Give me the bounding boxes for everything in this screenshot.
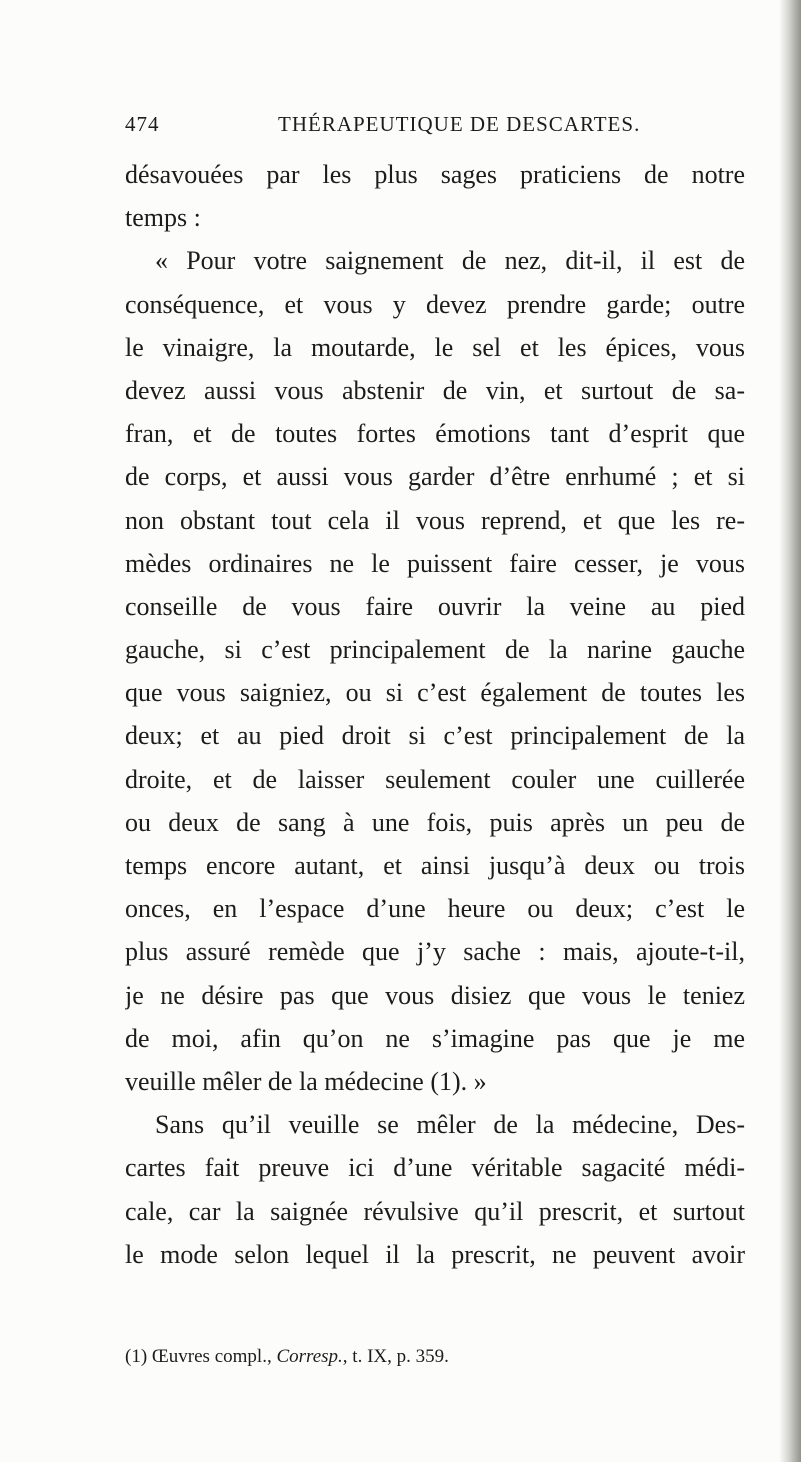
- text-line: que vous saigniez, ou si c’est également de toutes les: [125, 678, 745, 708]
- text-line: le mode selon lequel il la prescrit, ne peuvent avoir: [125, 1239, 745, 1269]
- footnote: [125, 1342, 745, 1372]
- text-line: mèdes ordinaires ne le puissent faire cesser, je vous: [125, 548, 745, 578]
- text-line: non obstant tout cela il vous reprend, et que les re-: [125, 505, 745, 535]
- text-line: devez aussi vous abstenir de vin, et surtout de sa-: [125, 375, 745, 405]
- text-line: désavouées par les plus sages praticiens de notre: [125, 160, 745, 189]
- text-line: conseille de vous faire ouvrir la veine au pied: [125, 591, 745, 621]
- text-line: plus assuré remède que j’y sache : mais, ajoute-t-il,: [125, 937, 745, 967]
- text-line: deux; et au pied droit si c’est principalement de la: [125, 721, 745, 751]
- text-line: fran, et de toutes fortes émotions tant d’esprit que: [125, 419, 745, 449]
- text-line: ou deux de sang à une fois, puis après un peu de: [125, 807, 745, 837]
- text-line: conséquence, et vous y devez prendre garde; outre: [125, 289, 745, 319]
- text-line: droite, et de laisser seulement couler une cuillerée: [125, 764, 745, 794]
- text-line: de corps, et aussi vous garder d’être enrhumé ; et si: [125, 462, 745, 492]
- text-line: de moi, afin qu’on ne s’imagine pas que je me: [125, 1023, 745, 1053]
- footnote-italic-title: Corresp.: [276, 1346, 343, 1367]
- text-line: veuille mêler de la médecine (1). »: [125, 1066, 487, 1096]
- running-head: [125, 112, 745, 146]
- text-line: je ne désire pas que vous disiez que vous le teniez: [125, 980, 745, 1010]
- text-line: temps :: [125, 203, 201, 233]
- footnote-text: Œuvres compl.,: [151, 1346, 272, 1367]
- text-line: cale, car la saignée révulsive qu’il prescrit, et surtout: [125, 1196, 745, 1226]
- text-line: gauche, si c’est principalement de la narine gauche: [125, 635, 745, 665]
- text-line: le vinaigre, la moutarde, le sel et les épices, vous: [125, 332, 745, 362]
- body-text: [125, 153, 745, 1276]
- text-line: Sans qu’il veuille se mêler de la médecine, Des-: [155, 1110, 745, 1140]
- page-edge-shadow: [779, 0, 801, 1462]
- footnote-marker: (1): [125, 1346, 148, 1367]
- text-line: cartes fait preuve ici d’une véritable sagacité médi-: [125, 1153, 745, 1183]
- text-line: onces, en l’espace d’une heure ou deux; c’est le: [125, 894, 745, 924]
- text-line: temps encore autant, et ainsi jusqu’à deux ou trois: [125, 851, 745, 880]
- text-line: « Pour votre saignement de nez, dit-il, il est de: [155, 246, 745, 276]
- page-number: 474: [125, 112, 160, 136]
- running-head-title: THÉRAPEUTIQUE DE DESCARTES.: [278, 112, 641, 136]
- footnote-reference: , t. IX, p. 359.: [342, 1346, 449, 1367]
